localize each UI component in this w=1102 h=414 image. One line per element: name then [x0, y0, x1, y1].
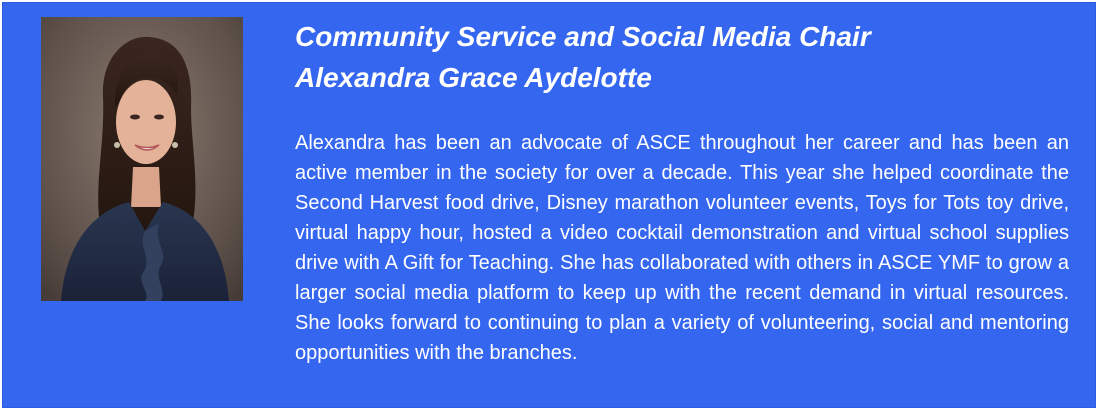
role-title: Community Service and Social Media Chair: [295, 21, 871, 52]
profile-photo: [41, 17, 243, 301]
person-name: Alexandra Grace Aydelotte: [295, 62, 652, 93]
bio-paragraph: Alexandra has been an advocate of ASCE throughout her career and has been an active member in the society for over a decade. This year she helped coordinate the Second Harvest food drive, Disney marathon volunteer events, Toys for Tots toy drive, virtual happy hour, hosted a video cocktail demonstration and virtual school supplies drive with A Gift for Teaching. She has collaborated with others in ASCE YMF to grow a larger social media platform to keep up with the recent demand in virtual resources. She looks forward to continuing to plan a variety of volunteering, social and mentoring opportunities with the branches.: [295, 132, 1069, 364]
